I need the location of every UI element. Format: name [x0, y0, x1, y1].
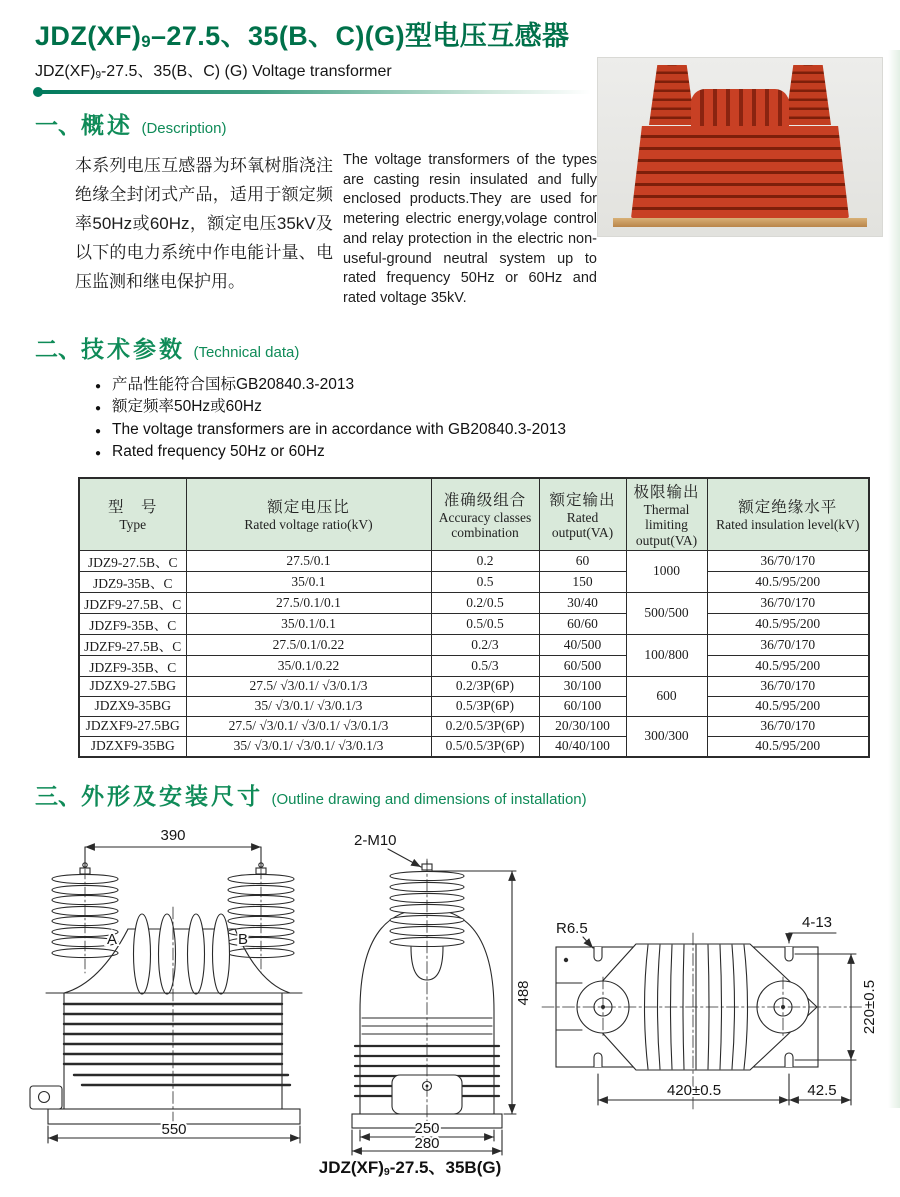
- description-block: [75, 151, 597, 309]
- cell-ratio: 27.5/0.1/0.1: [186, 592, 431, 613]
- transformer-base: [613, 218, 867, 227]
- dim-550-label: 550: [161, 1120, 187, 1138]
- cell-insulation: 40.5/95/200: [707, 571, 869, 592]
- dim-220-label: 220±0.5: [861, 979, 878, 1034]
- cell-insulation: 36/70/170: [707, 550, 869, 571]
- bullet-item: ● Rated frequency 50Hz or 60Hz: [95, 441, 900, 464]
- cell-ratio: 35/0.1: [186, 571, 431, 592]
- section-title-en: (Outline drawing and dimensions of installation): [271, 790, 587, 808]
- table-row: [79, 736, 869, 757]
- cell-type: JDZXF9-35BG: [79, 736, 186, 757]
- section-title-cn: 技术参数: [81, 335, 185, 362]
- tech-bullet-list: [95, 374, 900, 464]
- cell-type: JDZF9-27.5B、C: [79, 592, 186, 613]
- table-row: [79, 716, 869, 736]
- product-photo: [597, 57, 883, 237]
- table-row: [79, 592, 869, 613]
- table-row: [79, 613, 869, 634]
- cell-thermal: 300/300: [626, 716, 707, 757]
- cell-accuracy: 0.2: [431, 550, 539, 571]
- transformer-bushing-left: [649, 65, 695, 125]
- dim-390-label: 390: [160, 826, 186, 844]
- cell-type: JDZX9-35BG: [79, 696, 186, 716]
- section-title-cn: 外形及安装尺寸: [81, 782, 263, 809]
- cell-accuracy: 0.2/3P(6P): [431, 676, 539, 696]
- cell-output: 60/500: [539, 655, 626, 676]
- cell-output: 60/60: [539, 613, 626, 634]
- cell-type: JDZXF9-27.5BG: [79, 716, 186, 736]
- divider-line: [35, 90, 591, 94]
- cell-type: JDZF9-35B、C: [79, 613, 186, 634]
- cell-type: JDZ9-27.5B、C: [79, 550, 186, 571]
- front-view-drawing: [18, 821, 330, 1149]
- cell-insulation: 36/70/170: [707, 676, 869, 696]
- section-title-en: (Technical data): [193, 343, 300, 361]
- holes-label: 4-13: [801, 913, 833, 931]
- terminal-b-label: B: [237, 930, 249, 948]
- column-header-output: 额定输出 Rated output(VA): [539, 478, 626, 551]
- cell-ratio: 27.5/0.1/0.22: [186, 634, 431, 655]
- table-row: [79, 676, 869, 696]
- table-row: [79, 696, 869, 716]
- cell-thermal: 1000: [626, 550, 707, 592]
- cell-ratio: 27.5/ √3/0.1/ √3/0.1/ √3/0.1/3: [186, 716, 431, 736]
- cell-accuracy: 0.5/0.5: [431, 613, 539, 634]
- cell-ratio: 35/0.1/0.22: [186, 655, 431, 676]
- bullet-item: ● The voltage transformers are in accordance with GB20840.3-2013: [95, 419, 900, 442]
- cell-type: JDZF9-35B、C: [79, 655, 186, 676]
- table-row: [79, 634, 869, 655]
- cell-accuracy: 0.5/3P(6P): [431, 696, 539, 716]
- cell-ratio: 27.5/ √3/0.1/ √3/0.1/3: [186, 676, 431, 696]
- cell-thermal: 100/800: [626, 634, 707, 676]
- section-number: 二、: [35, 335, 81, 362]
- table-row: [79, 655, 869, 676]
- bullet-item: ● 产品性能符合国标GB20840.3-2013: [95, 374, 900, 397]
- cell-insulation: 40.5/95/200: [707, 655, 869, 676]
- spec-table: [78, 477, 870, 758]
- table-header-row: [79, 478, 869, 551]
- cell-output: 30/100: [539, 676, 626, 696]
- dim-488-label: 488: [515, 980, 532, 1006]
- cell-output: 20/30/100: [539, 716, 626, 736]
- column-header-ratio: 额定电压比 Rated voltage ratio(kV): [186, 478, 431, 551]
- table-row: [79, 550, 869, 571]
- cell-output: 40/40/100: [539, 736, 626, 757]
- outline-drawings: [0, 819, 900, 1197]
- cell-type: JDZF9-27.5B、C: [79, 634, 186, 655]
- cell-output: 30/40: [539, 592, 626, 613]
- cell-type: JDZX9-27.5BG: [79, 676, 186, 696]
- description-chinese: 本系列电压互感器为环氧树脂浇注绝缘全封闭式产品，适用于额定频率50Hz或60Hz，额定电压35kV及以下的电力系统中作电能计量、电压监测和继电保护用。: [75, 156, 333, 291]
- bushing-cap: [804, 56, 813, 66]
- cell-accuracy: 0.2/0.5: [431, 592, 539, 613]
- cell-ratio: 35/ √3/0.1/ √3/0.1/ √3/0.1/3: [186, 736, 431, 757]
- cell-accuracy: 0.5/0.5/3P(6P): [431, 736, 539, 757]
- cell-accuracy: 0.2/3: [431, 634, 539, 655]
- cell-output: 150: [539, 571, 626, 592]
- cell-accuracy: 0.2/0.5/3P(6P): [431, 716, 539, 736]
- column-header-type: 型 号 Type: [79, 478, 186, 551]
- transformer-bushing-right: [785, 65, 831, 125]
- cell-ratio: 27.5/0.1: [186, 550, 431, 571]
- radius-label: R6.5: [556, 919, 588, 937]
- cell-accuracy: 0.5/3: [431, 655, 539, 676]
- side-view-drawing: [332, 819, 542, 1159]
- terminal-a-label: A: [106, 930, 118, 948]
- column-header-accuracy: 准确级组合 Accuracy classes combination: [431, 478, 539, 551]
- cell-insulation: 36/70/170: [707, 634, 869, 655]
- cell-output: 60/100: [539, 696, 626, 716]
- dim-280-label: 280: [414, 1134, 440, 1152]
- cell-thermal: 600: [626, 676, 707, 716]
- cell-output: 40/500: [539, 634, 626, 655]
- cell-accuracy: 0.5: [431, 571, 539, 592]
- drawing-caption: JDZ(XF)9-27.5、35B(G): [318, 1157, 502, 1178]
- cell-type: JDZ9-35B、C: [79, 571, 186, 592]
- bushing-cap: [668, 56, 677, 66]
- cell-insulation: 40.5/95/200: [707, 736, 869, 757]
- bolt-spec-label: 2-M10: [354, 831, 397, 849]
- cell-insulation: 40.5/95/200: [707, 613, 869, 634]
- section-title-cn: 概述: [81, 112, 133, 138]
- cell-ratio: 35/0.1/0.1: [186, 613, 431, 634]
- dim-420-label: 420±0.5: [666, 1081, 722, 1099]
- page-title: JDZ(XF)9–27.5、35(B、C)(G)型电压互感器: [35, 21, 570, 51]
- column-header-insulation: 额定绝缘水平 Rated insulation level(kV): [707, 478, 869, 551]
- cell-output: 60: [539, 550, 626, 571]
- dim-250-label: 250: [414, 1119, 440, 1137]
- table-row: [79, 571, 869, 592]
- cell-insulation: 36/70/170: [707, 716, 869, 736]
- cell-thermal: 500/500: [626, 592, 707, 634]
- cell-insulation: 40.5/95/200: [707, 696, 869, 716]
- bullet-item: ● 额定频率50Hz或60Hz: [95, 396, 900, 419]
- section-number: 三、: [35, 782, 81, 809]
- section-number: 一、: [35, 112, 81, 138]
- section-2-heading: [35, 331, 900, 364]
- page-subtitle: JDZ(XF)9-27.5、35(B、C) (G) Voltage transformer: [35, 63, 392, 81]
- section-title-en: (Description): [141, 120, 227, 137]
- cell-insulation: 36/70/170: [707, 592, 869, 613]
- cell-ratio: 35/ √3/0.1/ √3/0.1/3: [186, 696, 431, 716]
- dim-42-label: 42.5: [807, 1081, 837, 1099]
- top-view-drawing: [536, 897, 898, 1145]
- section-3-heading: [35, 778, 900, 811]
- column-header-thermal: 极限输出 Thermal limiting output(VA): [626, 478, 707, 551]
- description-english: The voltage transformers of the types are casting resin insulated and fully enclosed products.They are used for metering electric energy,volage control and relay protection in the electric non-useful-ground neutral system up to rated frequency 50Hz or 60Hz and rated voltage 35kV.: [343, 152, 597, 306]
- transformer-body: [631, 126, 849, 218]
